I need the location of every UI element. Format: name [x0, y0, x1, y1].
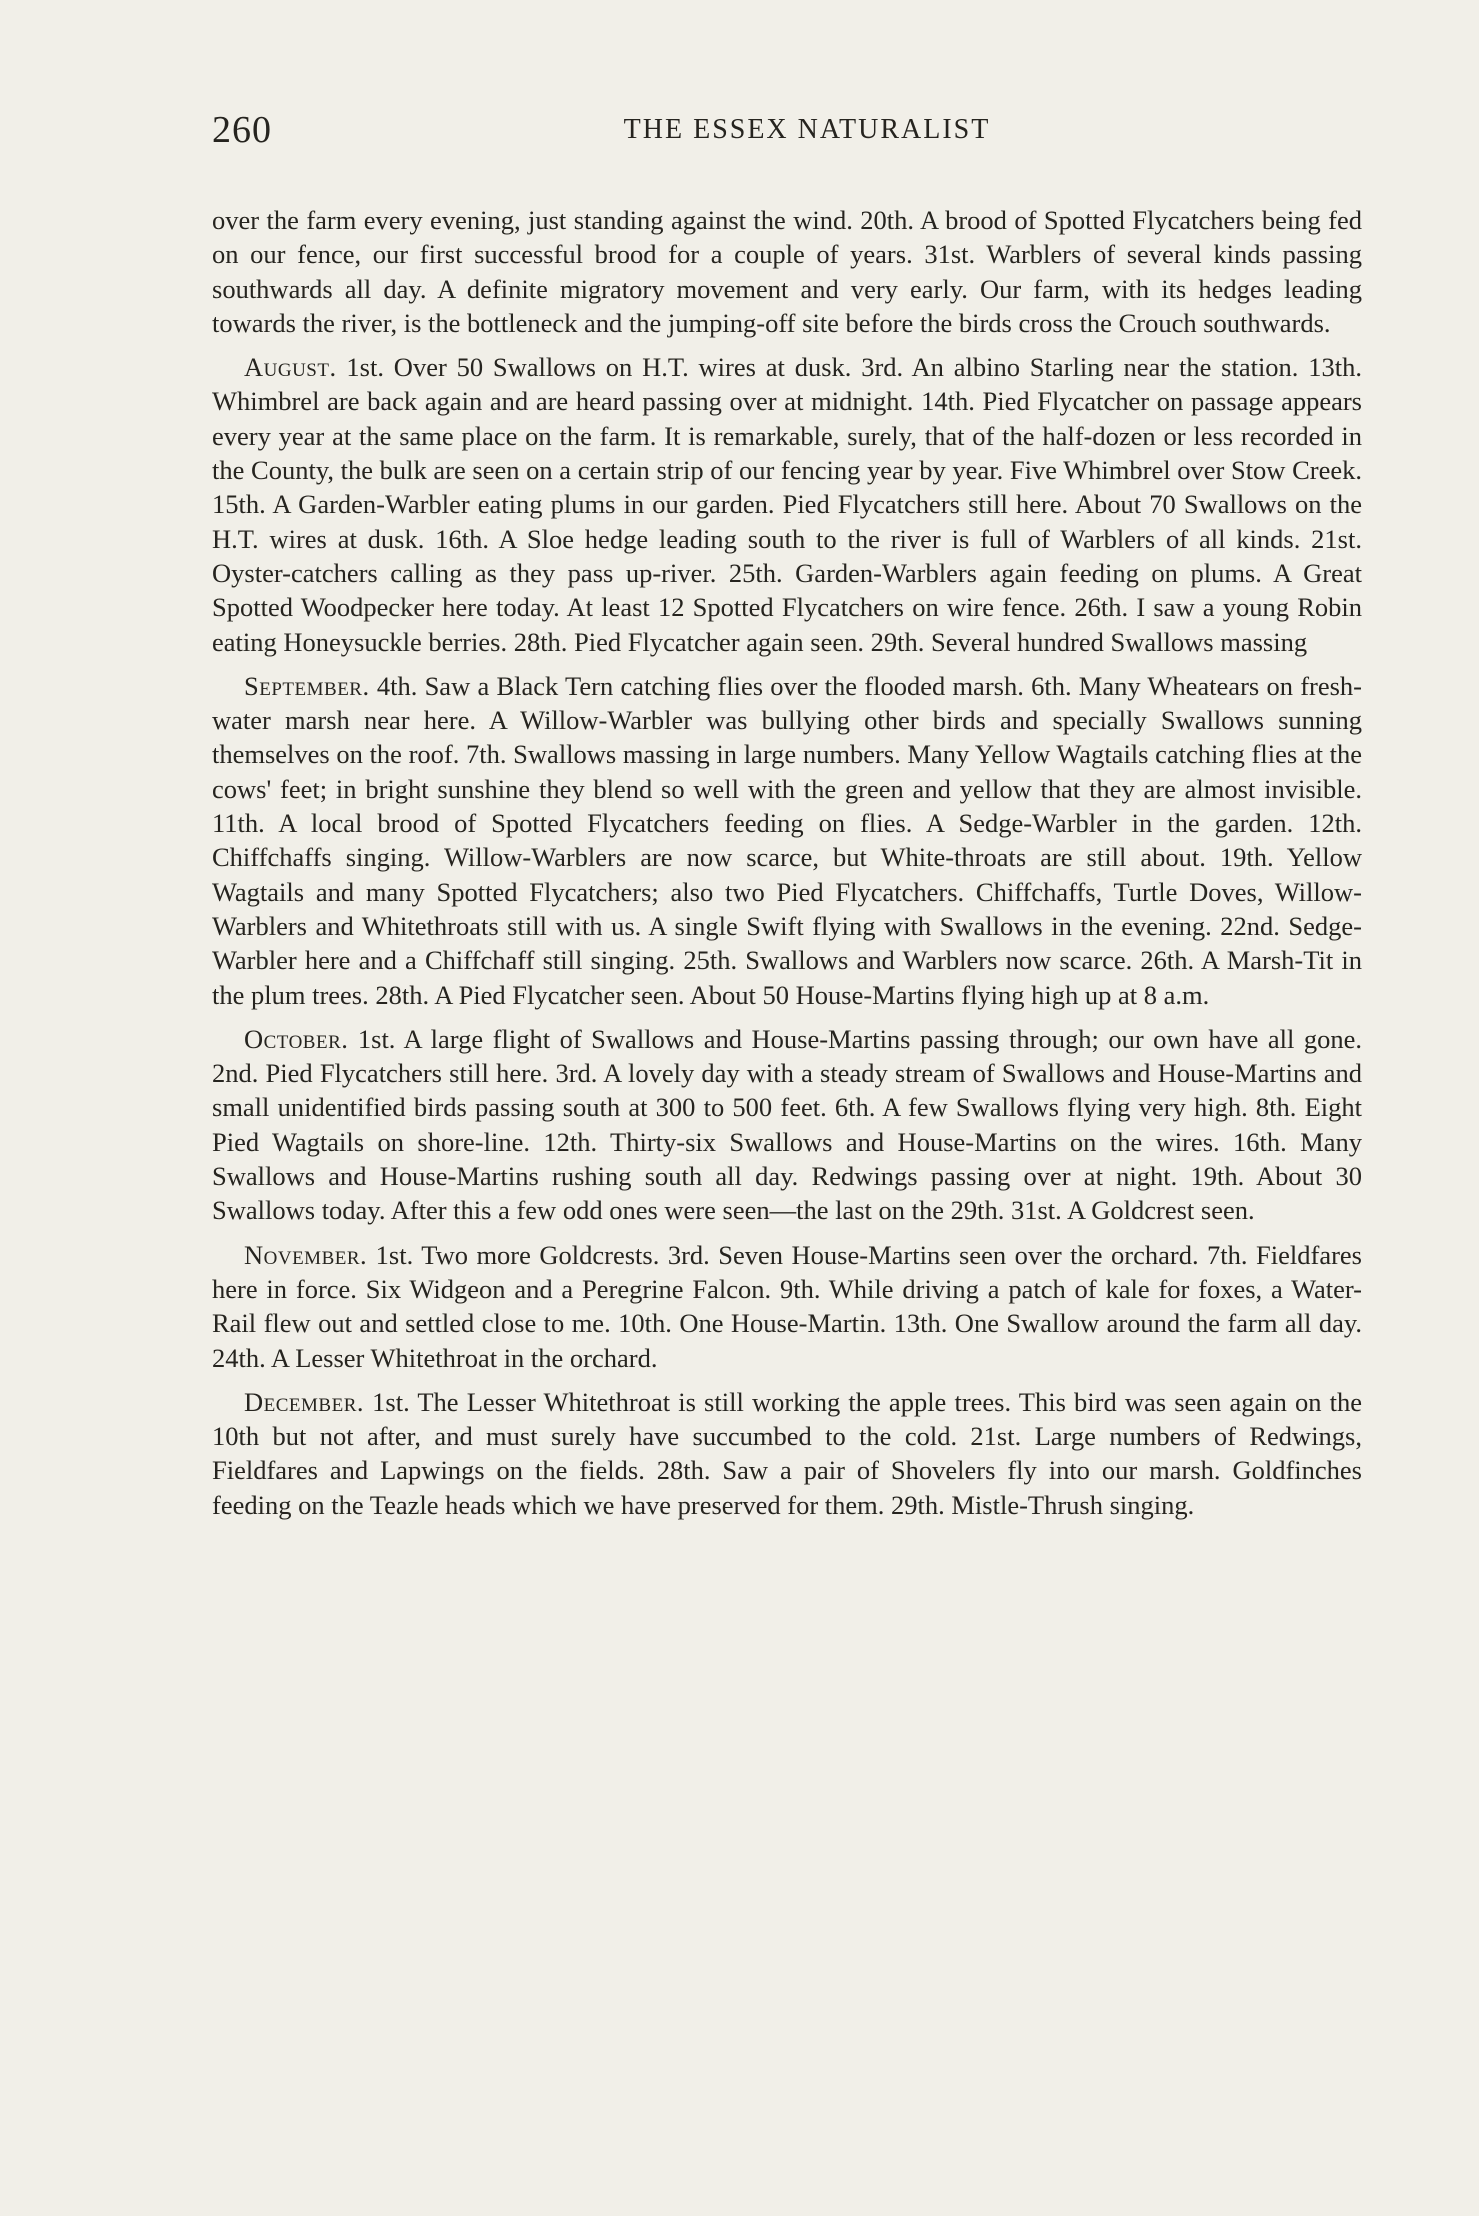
- month-heading: September.: [244, 670, 370, 701]
- paragraph-text: 1st. Over 50 Swallows on H.T. wires at dusk. 3rd. An albino Starling near the station. 13th. Whimbrel are back again and are heard passing over at midnight. 14th. Pied Flycatcher on passage appears every year at the same place on the farm. It is remarkable, surely, that of the half-dozen or less recorded in the County, the bulk are seen on a certain strip of our fencing year by year. Five Whimbrel over Stow Creek. 15th. A Garden-Warbler eating plums in our garden. Pied Flycatchers still here. About 70 Swallows on the H.T. wires at dusk. 16th. A Sloe hedge leading south to the river is full of Warblers of all kinds. 21st. Oyster-catchers calling as they pass up-river. 25th. Garden-Warblers again feeding on plums. A Great Spotted Woodpecker here today. At least 12 Spotted Flycatchers on wire fence. 26th. I saw a young Robin eating Honeysuckle berries. 28th. Pied Flycatcher again seen. 29th. Several hundred Swallows massing: [212, 352, 1362, 657]
- page-header: [212, 108, 1362, 152]
- month-heading: October.: [244, 1023, 349, 1054]
- paragraph-text: over the farm every evening, just standing against the wind. 20th. A brood of Spotted Flycatchers being fed on our fence, our first successful brood for a couple of years. 31st. Warblers of several kinds passing southwards all day. A definite migratory movement and very early. Our farm, with its hedges leading towards the river, is the bottleneck and the jumping-off site before the birds cross the Crouch southwards.: [212, 205, 1362, 338]
- paragraph-august: [212, 350, 1362, 659]
- paragraph-text: 1st. A large flight of Swallows and House-Martins passing through; our own have all gone. 2nd. Pied Flycatchers still here. 3rd. A lovely day with a steady stream of Swallows and House-Martins and small unidentified birds passing south at 300 to 500 feet. 6th. A few Swallows flying very high. 8th. Eight Pied Wagtails on shore-line. 12th. Thirty-six Swallows and House-Martins on the wires. 16th. Many Swallows and House-Martins rushing south all day. Redwings passing over at night. 19th. About 30 Swallows today. After this a few odd ones were seen—the last on the 29th. 31st. A Goldcrest seen.: [212, 1023, 1362, 1226]
- paragraph-text: 1st. The Lesser Whitethroat is still working the apple trees. This bird was seen again on the 10th but not after, and must surely have succumbed to the cold. 21st. Large numbers of Redwings, Fieldfares and Lapwings on the fields. 28th. Saw a pair of Shovelers fly into our marsh. Goldfinches feeding on the Teazle heads which we have preserved for them. 29th. Mistle-Thrush singing.: [212, 1386, 1362, 1520]
- paragraph-october: [212, 1022, 1362, 1228]
- paragraph-november: [212, 1238, 1362, 1375]
- paragraph-september: [212, 669, 1362, 1012]
- body-text: [212, 203, 1362, 1522]
- month-heading: November.: [244, 1239, 368, 1270]
- month-heading: August.: [244, 352, 337, 383]
- paragraph-july-continued: [212, 203, 1362, 340]
- running-title: THE ESSEX NATURALIST: [623, 114, 991, 145]
- month-heading: December.: [244, 1386, 364, 1417]
- paragraph-text: 4th. Saw a Black Tern catching flies over the flooded marsh. 6th. Many Wheatears on fresh-water marsh near here. A Willow-Warbler was bullying other birds and specially Swallows sunning themselves on the roof. 7th. Swallows massing in large numbers. Many Yellow Wagtails catching flies at the cows' feet; in bright sunshine they blend so well with the green and yellow that they are almost invisible. 11th. A local brood of Spotted Flycatchers feeding on flies. A Sedge-Warbler in the garden. 12th. Chiffchaffs singing. Willow-Warblers are now scarce, but White-throats are still about. 19th. Yellow Wagtails and many Spotted Flycatchers; also two Pied Flycatchers. Chiffchaffs, Turtle Doves, Willow-Warblers and Whitethroats still with us. A single Swift flying with Swallows in the evening. 22nd. Sedge-Warbler here and a Chiffchaff still singing. 25th. Swallows and Warblers now scarce. 26th. A Marsh-Tit in the plum trees. 28th. A Pied Flycatcher seen. About 50 House-Martins flying high up at 8 a.m.: [212, 670, 1362, 1010]
- paragraph-text: 1st. Two more Goldcrests. 3rd. Seven House-Martins seen over the orchard. 7th. Fieldfares here in force. Six Widgeon and a Peregrine Falcon. 9th. While driving a patch of kale for foxes, a Water-Rail flew out and settled close to me. 10th. One House-Martin. 13th. One Swallow around the farm all day. 24th. A Lesser Whitethroat in the orchard.: [212, 1239, 1362, 1373]
- paragraph-december: [212, 1385, 1362, 1522]
- page-number: 260: [212, 109, 272, 151]
